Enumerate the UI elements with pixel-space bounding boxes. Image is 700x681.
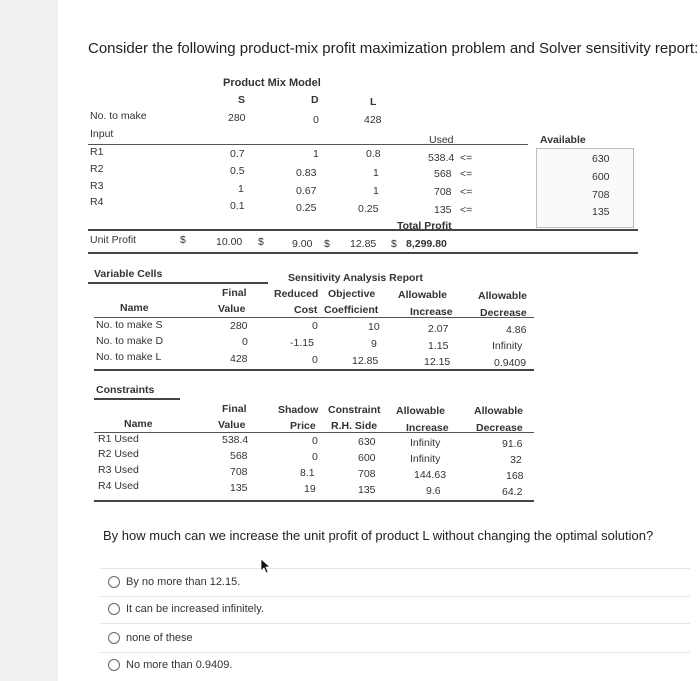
row-rhs: 708 bbox=[358, 468, 376, 480]
row-increase: 9.6 bbox=[426, 485, 441, 497]
mouse-pointer-icon bbox=[260, 558, 272, 579]
option-label: No more than 0.9409. bbox=[126, 659, 233, 671]
row-objective: 10 bbox=[368, 321, 380, 333]
available-value: 135 bbox=[592, 206, 610, 218]
row-shadow-price: 0 bbox=[312, 451, 318, 463]
row-shadow-price: 19 bbox=[304, 483, 316, 495]
total-profit-label: Total Profit bbox=[397, 220, 452, 232]
constraints-title: Constraints bbox=[96, 384, 155, 396]
coef-l: 1 bbox=[373, 167, 379, 179]
radio-button[interactable] bbox=[108, 576, 120, 588]
row-increase: 12.15 bbox=[424, 356, 451, 368]
constraint-op: <= bbox=[460, 204, 473, 216]
available-value: 630 bbox=[592, 153, 610, 165]
currency-symbol: $ bbox=[258, 236, 264, 248]
option-divider bbox=[100, 652, 690, 653]
no-to-make-label: No. to make bbox=[90, 110, 147, 122]
currency-symbol: $ bbox=[324, 238, 330, 250]
header-value: Value bbox=[218, 303, 246, 315]
option-divider bbox=[100, 596, 690, 597]
no-to-make-d: 0 bbox=[313, 114, 319, 126]
input-label: Input bbox=[90, 128, 114, 140]
header-constraint: Constraint bbox=[328, 404, 381, 416]
question-text: Consider the following product-mix profit maximization problem and Solver sensitivity report: bbox=[88, 40, 699, 57]
radio-button[interactable] bbox=[108, 659, 120, 671]
available-value: 708 bbox=[592, 189, 610, 201]
spreadsheet-image bbox=[88, 72, 648, 502]
header-name: Name bbox=[120, 302, 149, 314]
header-final: Final bbox=[222, 403, 247, 415]
row-reduced: -1.15 bbox=[290, 337, 314, 349]
row-name: R4 Used bbox=[98, 480, 139, 492]
row-rhs: 135 bbox=[358, 484, 376, 496]
coef-s: 0.5 bbox=[230, 165, 245, 177]
constraint-op: <= bbox=[460, 186, 473, 198]
profit-divider-bottom bbox=[88, 252, 638, 254]
currency-symbol: $ bbox=[391, 238, 397, 250]
header-allowable-increase: Allowable bbox=[396, 405, 446, 417]
row-increase: 1.15 bbox=[428, 340, 449, 352]
coef-s: 0.7 bbox=[230, 148, 245, 160]
coef-l: 0.25 bbox=[358, 203, 379, 215]
row-increase: Infinity bbox=[410, 437, 441, 449]
header-allowable-increase: Allowable bbox=[398, 289, 448, 301]
row-decrease: 4.86 bbox=[506, 324, 527, 336]
unit-profit-s: 10.00 bbox=[216, 236, 243, 248]
header-coefficient: Coefficient bbox=[324, 304, 379, 316]
option-divider bbox=[100, 568, 690, 569]
header-shadow: Shadow bbox=[278, 404, 319, 416]
currency-symbol: $ bbox=[180, 234, 186, 246]
model-title: Product Mix Model bbox=[223, 77, 321, 89]
coef-d: 0.25 bbox=[296, 202, 317, 214]
available-box bbox=[536, 148, 634, 228]
header-rhs: R.H. Side bbox=[331, 420, 378, 432]
row-objective: 9 bbox=[371, 338, 377, 350]
row-final: 135 bbox=[230, 482, 248, 494]
header-objective: Objective bbox=[328, 288, 376, 300]
header-cost: Cost bbox=[294, 304, 318, 316]
row-final: 538.4 bbox=[222, 434, 249, 446]
row-name: R2 Used bbox=[98, 448, 139, 460]
product-l-header: L bbox=[370, 96, 377, 108]
coef-s: 0.1 bbox=[230, 200, 245, 212]
option-divider bbox=[100, 623, 690, 624]
row-name: No. to make L bbox=[96, 351, 162, 363]
coef-s: 1 bbox=[238, 183, 244, 195]
coef-d: 0.67 bbox=[296, 185, 317, 197]
constraints-divider bbox=[94, 398, 180, 400]
product-d-header: D bbox=[311, 94, 319, 106]
no-to-make-l: 428 bbox=[364, 114, 382, 126]
radio-button[interactable] bbox=[108, 632, 120, 644]
row-name: R1 Used bbox=[98, 433, 139, 445]
option-label: none of these bbox=[126, 632, 193, 644]
row-name: No. to make S bbox=[96, 319, 163, 331]
header-decrease: Decrease bbox=[476, 422, 523, 434]
product-s-header: S bbox=[238, 94, 246, 106]
row-decrease: 32 bbox=[510, 454, 522, 466]
option-1[interactable] bbox=[108, 576, 240, 588]
constraint-op: <= bbox=[460, 168, 473, 180]
no-to-make-s: 280 bbox=[228, 112, 246, 124]
row-rhs: 600 bbox=[358, 452, 376, 464]
row-shadow-price: 8.1 bbox=[300, 467, 315, 479]
row-decrease: Infinity bbox=[492, 340, 523, 352]
variable-cells-divider bbox=[88, 282, 268, 284]
variable-cells-bottom bbox=[94, 369, 534, 371]
resource-name: R2 bbox=[90, 163, 104, 175]
row-name: R3 Used bbox=[98, 464, 139, 476]
unit-profit-d: 9.00 bbox=[292, 238, 313, 250]
row-increase: Infinity bbox=[410, 453, 441, 465]
row-final: 428 bbox=[230, 353, 248, 365]
constraints-header-divider bbox=[94, 432, 534, 433]
used-header: Used bbox=[429, 134, 454, 146]
header-final: Final bbox=[222, 287, 247, 299]
row-decrease: 64.2 bbox=[502, 486, 523, 498]
option-label: By no more than 12.15. bbox=[126, 576, 241, 588]
variable-cells-title: Variable Cells bbox=[94, 268, 163, 280]
header-reduced: Reduced bbox=[274, 288, 319, 300]
radio-button[interactable] bbox=[108, 603, 120, 615]
input-divider bbox=[88, 144, 528, 145]
unit-profit-label: Unit Profit bbox=[90, 234, 137, 246]
used-value: 135 bbox=[434, 204, 452, 216]
header-decrease: Decrease bbox=[480, 307, 527, 319]
row-final: 568 bbox=[230, 450, 248, 462]
row-decrease: 91.6 bbox=[502, 438, 523, 450]
resource-name: R1 bbox=[90, 146, 104, 158]
available-header: Available bbox=[540, 134, 586, 146]
row-reduced: 0 bbox=[312, 354, 318, 366]
option-4[interactable] bbox=[108, 659, 232, 671]
unit-profit-l: 12.85 bbox=[350, 238, 377, 250]
header-increase: Increase bbox=[406, 422, 449, 434]
resource-name: R3 bbox=[90, 180, 104, 192]
header-allowable-decrease: Allowable bbox=[478, 290, 528, 302]
row-decrease: 0.9409 bbox=[494, 357, 527, 369]
row-final: 0 bbox=[242, 336, 248, 348]
row-objective: 12.85 bbox=[352, 355, 379, 367]
coef-l: 0.8 bbox=[366, 148, 381, 160]
variable-header-divider bbox=[94, 317, 534, 318]
row-decrease: 168 bbox=[506, 470, 524, 482]
header-allowable-decrease: Allowable bbox=[474, 405, 524, 417]
header-value: Value bbox=[218, 419, 246, 431]
prompt-text: By how much can we increase the unit profit of product L without changing the optimal solution? bbox=[103, 528, 654, 543]
sensitivity-report-title: Sensitivity Analysis Report bbox=[288, 272, 423, 284]
row-increase: 144.63 bbox=[414, 469, 447, 481]
option-label: It can be increased infinitely. bbox=[126, 603, 264, 615]
row-increase: 2.07 bbox=[428, 323, 449, 335]
coef-d: 1 bbox=[313, 148, 319, 160]
header-price: Price bbox=[290, 420, 316, 432]
option-3[interactable] bbox=[108, 632, 193, 644]
row-reduced: 0 bbox=[312, 320, 318, 332]
used-value: 538.4 bbox=[428, 152, 455, 164]
coef-l: 1 bbox=[373, 185, 379, 197]
available-value: 600 bbox=[592, 171, 610, 183]
option-2[interactable] bbox=[108, 603, 264, 615]
used-value: 708 bbox=[434, 186, 452, 198]
used-value: 568 bbox=[434, 168, 452, 180]
profit-divider-top bbox=[88, 229, 638, 231]
total-profit-value: 8,299.80 bbox=[406, 238, 447, 250]
constraint-op: <= bbox=[460, 152, 473, 164]
row-final: 708 bbox=[230, 466, 248, 478]
coef-d: 0.83 bbox=[296, 167, 317, 179]
row-rhs: 630 bbox=[358, 436, 376, 448]
row-name: No. to make D bbox=[96, 335, 164, 347]
constraints-bottom bbox=[94, 500, 534, 502]
resource-name: R4 bbox=[90, 196, 104, 208]
row-shadow-price: 0 bbox=[312, 435, 318, 447]
header-name: Name bbox=[124, 418, 153, 430]
row-final: 280 bbox=[230, 320, 248, 332]
header-increase: Increase bbox=[410, 306, 453, 318]
